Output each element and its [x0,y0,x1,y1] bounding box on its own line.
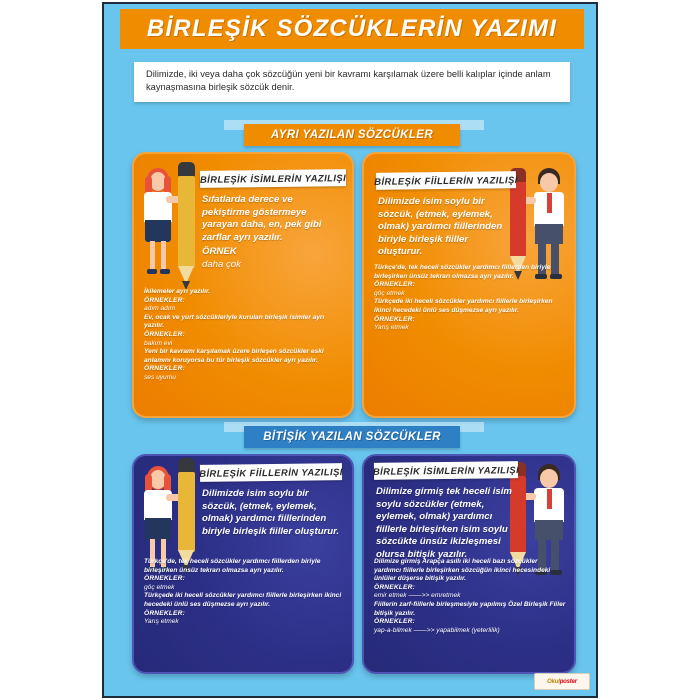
pencil-eraser-cap-1 [178,162,195,177]
card-lead-text-3: Dilimizde isim soylu bir sözcük, (etmek, eylemek, olmak) yardımcı fiillerinden biriyle birleşik fiiller oluşturur. [202,488,340,537]
card-rules-1 [144,288,340,383]
card-heading-strip-2 [376,171,516,190]
card-lead-text-4: Dilimize girmiş tek heceli isim soylu sözcükler (etmek, eylemek, olmak) yardımcı fiillerle birleşirken isim soylu sözcükte ünsüz ikizleşmesi olursa bitişik yazılır. [376,486,512,560]
card-birlesik-fiillerin-yazilisi-ayri [362,152,576,418]
rule-text: İkilemeler ayrı yazılır. [144,288,210,295]
rule-example: yap-a-bilmek ——>> yapabilmek (yeterlilik) [374,626,500,634]
section-ribbon-ayri-label: AYRI YAZILAN SÖZCÜKLER [270,129,434,141]
pencil-body-2 [510,182,526,258]
poster-root [102,2,598,698]
rule-example-label: ÖRNEKLER: [144,609,185,617]
card-birlesik-isimlerin-yazilisi-ayri [132,152,354,418]
card-lead-text-2: Dilimizde isim soylu bir sözcük, (etmek, eylemek, olmak) yardımcı fiillerinden biriyle birleşik fiiller oluşturur. [378,196,503,258]
card-rules-3 [144,558,342,627]
rule-example-label: ÖRNEKLER: [374,618,415,626]
man-tie-4 [547,489,552,509]
card-birlesik-isimlerin-yazilisi-bitisik [362,454,576,674]
woman-leg-left-1 [150,241,155,271]
card-heading-strip-3 [200,463,342,482]
rule-example-label: ÖRNEKLER: [144,330,185,338]
rule-example-label: ÖRNEKLER: [144,296,185,304]
man-face-2 [540,173,558,192]
logo-text-secondary: poster [559,678,577,685]
logo-text-primary: Okul [547,678,560,685]
card-lead-4 [376,486,514,562]
card-lead-3 [202,488,340,538]
rule-example: Yarış etmek [144,618,179,626]
rule-text: Türkçe'de, tek heceli sözcükler yardımcı fiillerden biriyle birleşirken ünsüz tekrarı olmazsa ayrı yazılır. [144,558,321,574]
card-lead-2 [378,196,506,259]
teacher-woman-illustration-1 [138,168,180,278]
card-rules-2 [374,264,564,333]
rule-example: ses uyumu [144,373,176,381]
card-heading-4: BİRLEŞİK İSİMLERİN YAZILIŞI [372,464,520,477]
woman-skirt-2 [145,518,171,540]
woman-shoe-left-1 [147,269,157,274]
card-heading-1: BİRLEŞİK İSİMLERİN YAZILIŞI [199,172,347,185]
intro-text: Dilimizde, iki veya daha çok sözcüğün yeni bir kavramı karşılamak üzere belli kalıplar içinde anlam kaynaşmasına birleşik sözcük denir. [146,69,551,92]
rule-example-label: ÖRNEKLER: [374,583,415,591]
publisher-logo-text [547,679,577,685]
rule-example-label: ÖRNEKLER: [144,575,185,583]
rule-example: adım adım [144,305,176,313]
rule-example: Yarış etmek [374,324,409,332]
rule-example: göç etmek [144,583,175,591]
card-lead-1 [202,194,342,244]
section-ribbon-bitisik [244,426,460,448]
rule-text: Dilimize girmiş Arapça asıllı iki heceli bazı sözcükler yardımcı fiillerle birleşirken sözcüğün ikinci hecesindeki ünlüler düşerse bitişik yazılır. [374,558,551,583]
woman-leg-right-1 [161,241,166,271]
pencil-body-1 [178,176,195,268]
card-lead-example-label-text-1: ÖRNEK [202,246,237,257]
poster-title-bar [120,9,584,49]
rule-example: bakım evi [144,339,173,347]
rule-example: göç etmek [374,289,405,297]
section-ribbon-bitisik-label: BİTİŞİK YAZILAN SÖZCÜKLER [263,431,441,443]
rule-text: Fiillerin zarf-fiillerle birleşmesiyle yapılmış Özel Birleşik Fiiler bitişik yazılır. [374,600,566,617]
card-lead-example-1 [202,259,342,272]
man-trousers-2 [535,224,563,244]
publisher-logo [534,673,590,690]
card-lead-example-text-1: daha çok [202,259,241,270]
card-heading-2: BİRLEŞİK FİİLLERİN YAZILIŞI [374,174,518,187]
rule-example-label: ÖRNEKLER: [144,365,185,373]
man-tie-2 [547,193,552,213]
card-lead-example-label-1 [202,246,342,259]
yellow-pencil-illustration-1 [178,162,195,294]
rule-example: emir etmek ——>> emretmek [374,592,461,600]
card-heading-3: BİRLEŞİK FİİLLERİN YAZILIŞI [199,466,343,479]
page-title: BİRLEŞİK SÖZCÜKLERİN YAZIMI [146,15,558,42]
card-heading-strip-4 [374,461,518,480]
pencil-eraser-cap-3 [178,458,195,473]
card-lead-text-1: Sıfatlarda derece ve pekiştirme göstermeye yarayan daha, en, pek gibi zarflar ayrı yazılır. [202,194,322,243]
rule-example-label: ÖRNEKLER: [374,315,415,323]
rule-text: Türkçede iki heceli sözcükler yardımcı fiillerle birleşirken ikinci hecedeki ünlü ses düşmezse ayrı yazılır. [144,592,342,608]
section-ribbon-ayri [244,124,460,146]
rule-text: Ev, ocak ve yurt sözcükleriyle kurulan birleşik isimler ayrı yazılır. [144,313,325,330]
rule-text: Yeni bir kavramı karşılamak üzere birleşen sözcükler eski anlamını koruyorsa bu tür birleşik sözcükler ayrı yazılır. [144,348,324,364]
woman-skirt-1 [145,220,171,242]
woman-shoe-right-1 [160,269,170,274]
man-trousers-4 [535,520,563,540]
rule-text: Türkçede iki heceli sözcükler yardımcı fiillerle birleşirken ikinci hecedeki ünlü ses düşmezse ayrı yazılır. [374,298,553,314]
card-heading-strip-1 [200,169,346,188]
card-birlesik-fiillerin-yazilisi-bitisik [132,454,354,674]
man-face-4 [540,469,558,488]
rule-example-label: ÖRNEKLER: [374,281,415,289]
rule-text: Türkçe'de, tek heceli sözcükler yardımcı fiillerden biriyle birleşirken ünsüz tekrarı olmazsa ayrı yazılır. [374,264,551,280]
intro-box [134,62,570,102]
pencil-body-3 [178,472,195,552]
card-rules-4 [374,558,566,635]
